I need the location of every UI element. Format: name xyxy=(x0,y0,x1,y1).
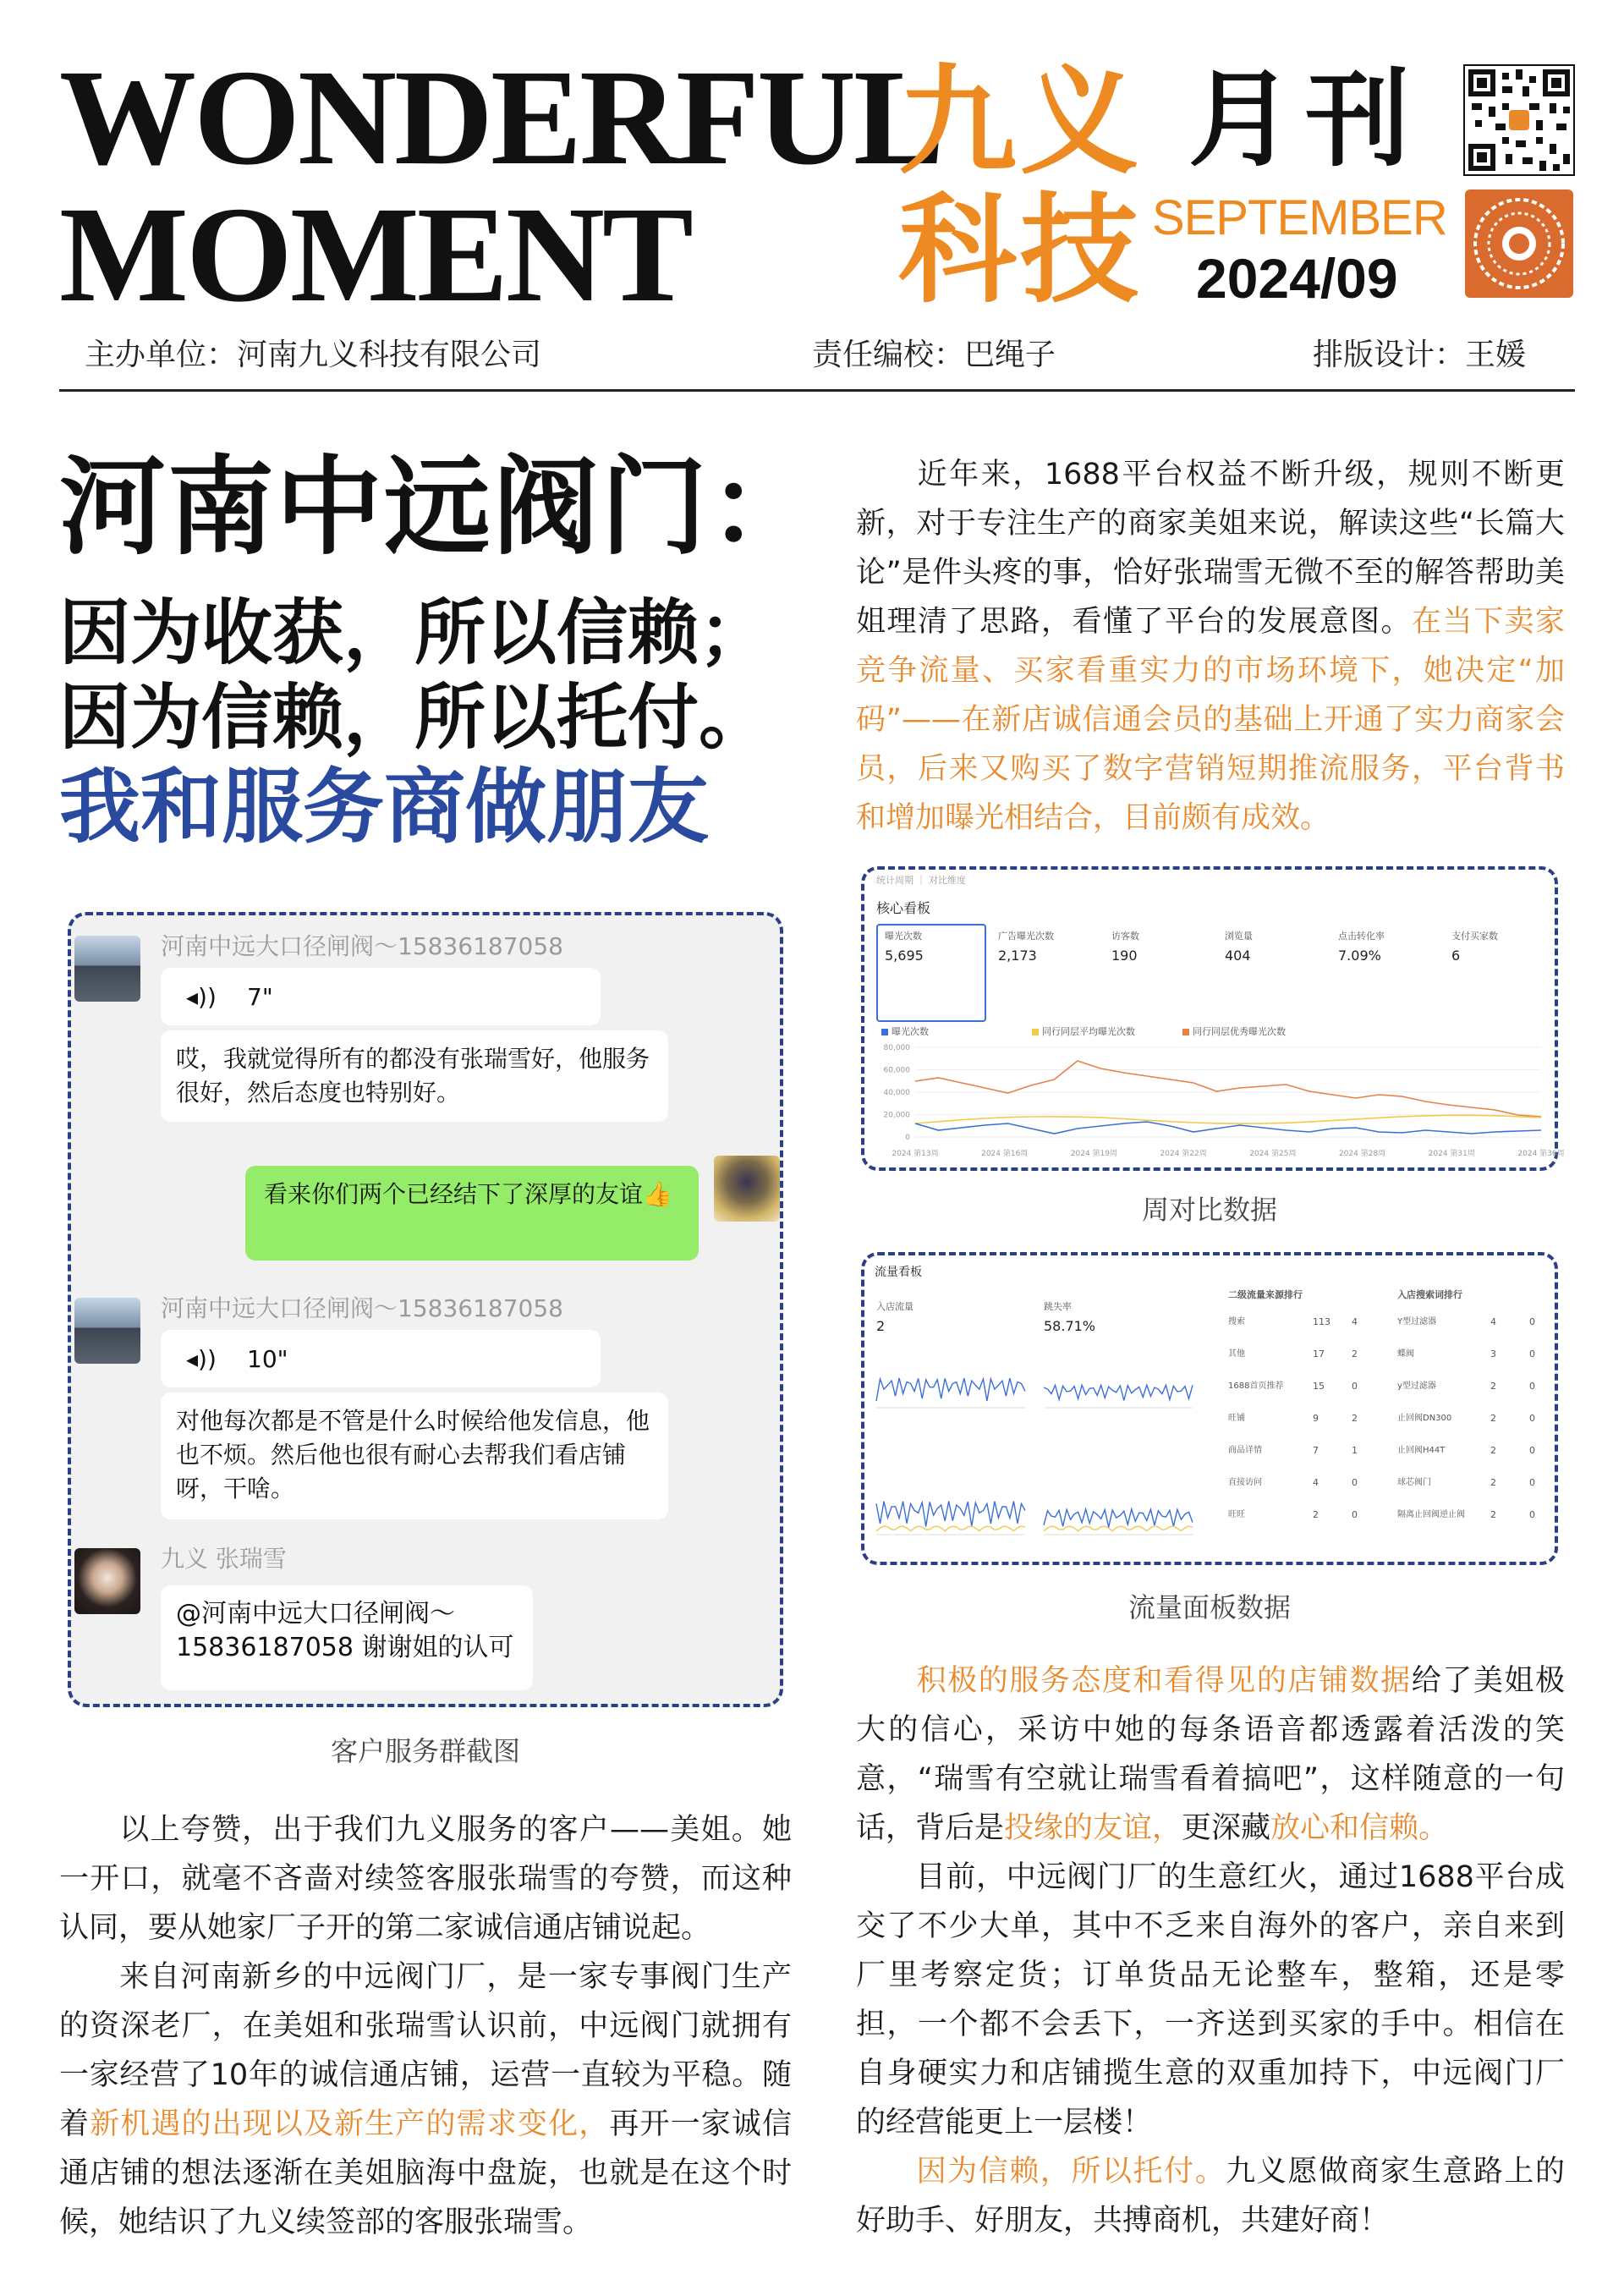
right-article-intro xyxy=(856,450,1565,843)
table-cell: 隔离止回阀逆止阀 xyxy=(1397,1510,1465,1519)
sender-name: 河南中远大口径闸阀～15836187058 xyxy=(161,1294,563,1322)
table-cell: 止回阀DN300 xyxy=(1397,1414,1452,1423)
table-cell: 旺旺 xyxy=(1228,1510,1245,1519)
paragraph-text: 近年来，1688平台权益不断升级，规则不断更新，对于专注生产的商家美姐来说，解读这些“长篇大论”是件头疼的事，恰好张瑞雪无微不至的解答帮助美姐理清了思路，看懂了平台的发展意图。 xyxy=(856,458,1565,639)
sender-name: 九义 张瑞雪 xyxy=(161,1545,287,1573)
periodical-label: 月刊 xyxy=(1188,59,1423,181)
table-cell: 商品详情 xyxy=(1228,1446,1262,1455)
paragraph-text: 来自河南新乡的中远阀门厂，是一家专事阀门生产的资深老厂，在美姐和张瑞雪认识前，中远阀门就拥有一家经营了10年的诚信通店铺，运营一直较为平稳。随着 xyxy=(59,1960,792,2141)
weekly-comparison-panel xyxy=(861,866,1565,1171)
table-title: 入店搜索词排行 xyxy=(1397,1289,1462,1300)
table-cell: 2 xyxy=(1352,1413,1358,1424)
left-article xyxy=(59,1805,792,2247)
table-cell: y型过滤器 xyxy=(1397,1381,1436,1391)
traffic-mini-charts xyxy=(864,1255,1555,1562)
message-bubble xyxy=(161,1585,533,1690)
kpi-label: 支付买家数 xyxy=(1451,931,1498,942)
x-tick-label: 2024 第16周 xyxy=(981,1150,1029,1158)
y-tick-label: 80,000 xyxy=(883,1044,910,1052)
x-tick-label: 2024 第25周 xyxy=(1249,1150,1297,1158)
table-cell: 0 xyxy=(1529,1381,1535,1392)
table-cell: 2 xyxy=(1490,1509,1496,1520)
brand-jiuyi: 九义 xyxy=(898,53,1143,191)
paragraph xyxy=(856,1853,1565,2147)
headline-title: 河南中远阀门： xyxy=(59,445,817,569)
table-cell: 2 xyxy=(1490,1477,1496,1488)
table-title: 二级流量来源排行 xyxy=(1228,1289,1303,1300)
table-cell: 0 xyxy=(1529,1509,1535,1520)
voice-bubble[interactable] xyxy=(161,1330,601,1387)
table-cell: 9 xyxy=(1313,1413,1319,1424)
legend-label: 同行同层平均曝光次数 xyxy=(1042,1026,1135,1037)
table-cell: 2 xyxy=(1490,1445,1496,1456)
avatar xyxy=(714,1156,780,1222)
panel-title: 流量看板 xyxy=(875,1266,922,1279)
paragraph-text: 更深藏 xyxy=(1182,1811,1271,1845)
weekly-line-chart xyxy=(864,870,1565,1167)
mini-program-code-icon xyxy=(1465,190,1573,298)
table-cell: 113 xyxy=(1313,1316,1330,1327)
highlight-text: 因为信赖，所以托付。 xyxy=(915,2155,1226,2189)
table-cell: 搜索 xyxy=(1228,1317,1245,1327)
paragraph-text: 再开一家诚信通店铺的想法逐渐在美姐脑海中盘旋，也就是在这个时候，她结识了九义续签部的客服张瑞雪。 xyxy=(59,2107,792,2239)
avatar xyxy=(74,936,140,1002)
message-line: @河南中远大口径闸阀～ xyxy=(176,1599,455,1629)
credit-host: 主办单位：河南九义科技有限公司 xyxy=(85,338,542,372)
highlight-text: 积极的服务态度和看得见的店铺数据 xyxy=(915,1664,1412,1698)
kpi-label: 点击转化率 xyxy=(1338,931,1385,942)
table-cell: 其他 xyxy=(1228,1349,1245,1359)
table-cell: 15 xyxy=(1313,1381,1325,1392)
kpi-label: 曝光次数 xyxy=(885,931,922,942)
masthead-moment: MOMENT xyxy=(59,179,691,331)
table-cell: 0 xyxy=(1352,1509,1358,1520)
table-cell: 0 xyxy=(1529,1348,1535,1359)
y-tick-label: 60,000 xyxy=(883,1066,910,1075)
voice-duration: 7" xyxy=(247,983,273,1011)
credit-design: 排版设计：王媛 xyxy=(1313,338,1527,372)
x-tick-label: 2024 第36周 xyxy=(1517,1150,1565,1158)
table-cell: 0 xyxy=(1352,1381,1358,1392)
kpi-value: 190 xyxy=(1111,948,1138,964)
kpi-label: 浏览量 xyxy=(1225,931,1253,942)
paragraph xyxy=(856,2147,1565,2245)
legend-label: 同行同层优秀曝光次数 xyxy=(1193,1026,1286,1037)
mini-series-line xyxy=(1044,1385,1193,1400)
table-cell: 4 xyxy=(1313,1477,1319,1488)
table-cell: 17 xyxy=(1313,1348,1325,1359)
table-cell: Y型过滤器 xyxy=(1397,1317,1437,1327)
kpi-label: 跳失率 xyxy=(1044,1301,1072,1312)
panel-title: 核心看板 xyxy=(876,900,931,916)
panel-toolbar: 统计周期 ｜ 对比维度 xyxy=(876,875,966,886)
table-cell: 2 xyxy=(1490,1381,1496,1392)
avatar xyxy=(74,1298,140,1364)
qr-code-icon xyxy=(1463,64,1575,176)
paragraph xyxy=(856,450,1565,843)
y-tick-label: 0 xyxy=(905,1134,910,1142)
paragraph-text: 目前，中远阀门厂的生意红火，通过1688平台成交了不少大单，其中不乏来自海外的客户，亲自来到厂里考察定货；订单货品无论整车，整箱，还是零担，一个都不会丢下，一齐送到买家的手中。相信在自身硬实力和店铺揽生意的双重加持下，中远阀门厂的经营能更上一层楼！ xyxy=(856,1860,1565,2139)
message-bubble: 对他每次都是不管是什么时候给他发信息，他也不烦。然后他也很有耐心去帮我们看店铺呀，干啥。 xyxy=(161,1392,668,1519)
chat-caption: 客户服务群截图 xyxy=(330,1735,520,1767)
sender-name: 河南中远大口径闸阀～15836187058 xyxy=(161,932,563,960)
x-tick-label: 2024 第31周 xyxy=(1428,1150,1475,1158)
highlight-text: 投缘的友谊， xyxy=(1004,1811,1182,1845)
table-cell: 7 xyxy=(1313,1445,1319,1456)
kpi-value: 58.71% xyxy=(1044,1318,1096,1334)
series-line xyxy=(915,1061,1541,1117)
kpi-value: 5,695 xyxy=(885,948,924,964)
table-cell: 0 xyxy=(1529,1477,1535,1488)
table-cell: 旺铺 xyxy=(1228,1414,1245,1423)
legend-label: 曝光次数 xyxy=(892,1026,929,1037)
x-tick-label: 2024 第28周 xyxy=(1338,1150,1386,1158)
mini-series-line xyxy=(876,1378,1025,1401)
paragraph xyxy=(856,1656,1565,1853)
chat-screenshot xyxy=(68,912,783,1707)
right-article-body xyxy=(856,1656,1565,2245)
paragraph xyxy=(59,1953,792,2247)
masthead-wonderful: WONDERFUL xyxy=(59,42,943,194)
table-cell: 止回阀H44T xyxy=(1397,1446,1446,1455)
caption-weekly: 周对比数据 xyxy=(1141,1194,1277,1226)
highlight-text: 放心和信赖。 xyxy=(1270,1811,1449,1845)
table-cell: 1 xyxy=(1352,1445,1358,1456)
table-cell: 0 xyxy=(1529,1445,1535,1456)
table-cell: 0 xyxy=(1352,1477,1358,1488)
y-tick-label: 20,000 xyxy=(883,1111,910,1120)
message-bubble: 哎，我就觉得所有的都没有张瑞雪好，他服务很好，然后态度也特别好。 xyxy=(161,1030,668,1122)
x-tick-label: 2024 第13周 xyxy=(892,1150,939,1158)
caption-traffic: 流量面板数据 xyxy=(1127,1591,1291,1623)
kpi-value: 6 xyxy=(1451,948,1461,964)
table-cell: 2 xyxy=(1352,1348,1358,1359)
mini-series-line xyxy=(876,1502,1025,1527)
paragraph-text: 给了美姐极大的信心，采访中她的每条语音都透露着活泼的笑意，“瑞雪有空就让瑞雪看着搞吧”，这样随意的一句话，背后是 xyxy=(856,1664,1565,1845)
avatar xyxy=(74,1548,140,1614)
masthead-divider xyxy=(59,389,1575,392)
voice-wave-icon: ◂)) xyxy=(186,983,217,1011)
table-cell: 4 xyxy=(1352,1316,1358,1327)
table-cell: 3 xyxy=(1490,1348,1496,1359)
issue-number: 2024/09 xyxy=(1196,247,1398,310)
message-bubble: 看来你们两个已经结下了深厚的友谊👍 xyxy=(245,1166,699,1261)
table-cell: 2 xyxy=(1490,1413,1496,1424)
table-cell: 1688首页推荐 xyxy=(1228,1381,1284,1391)
issue-month: SEPTEMBER xyxy=(1152,190,1447,245)
table-cell: 直接访问 xyxy=(1228,1478,1262,1487)
y-tick-label: 40,000 xyxy=(883,1089,910,1097)
paragraph-text: 以上夸赞，出于我们九义服务的客户——美姐。她一开口，就毫不吝啬对续签客服张瑞雪的夸赞，而这种认同，要从她家厂子开的第二家诚信通店铺说起。 xyxy=(59,1813,792,1945)
table-cell: 0 xyxy=(1529,1413,1535,1424)
series-line xyxy=(915,1115,1541,1123)
kpi-label: 入店流量 xyxy=(876,1301,914,1312)
paragraph xyxy=(59,1805,792,1953)
brand-keji: 科技 xyxy=(898,182,1143,320)
kpi-value: 404 xyxy=(1225,948,1251,964)
traffic-panel xyxy=(861,1252,1558,1565)
mini-series-line xyxy=(1044,1526,1193,1531)
kpi-label: 广告曝光次数 xyxy=(998,931,1054,942)
x-tick-label: 2024 第19周 xyxy=(1070,1150,1118,1158)
kpi-value: 2,173 xyxy=(998,948,1037,964)
mini-series-line xyxy=(1044,1509,1193,1527)
kpi-value: 7.09% xyxy=(1338,948,1381,964)
credit-editor: 责任编校：巴绳子 xyxy=(812,338,1056,372)
headline-sub3: 我和服务商做朋友 xyxy=(59,760,709,854)
kpi-value: 2 xyxy=(876,1318,886,1334)
voice-duration: 10" xyxy=(247,1345,288,1373)
kpi-label: 访客数 xyxy=(1111,931,1139,942)
voice-bubble[interactable] xyxy=(161,968,601,1025)
table-cell: 0 xyxy=(1529,1316,1535,1327)
table-cell: 球芯阀门 xyxy=(1397,1478,1431,1487)
highlight-text: 在当下卖家竞争流量、买家看重实力的市场环境下，她决定“加码”——在新店诚信通会员的基础上开通了实力商家会员，后来又购买了数字营销短期推流服务，平台背书和增加曝光相结合，目前颇有成效。 xyxy=(856,605,1565,835)
x-tick-label: 2024 第22周 xyxy=(1160,1150,1207,1158)
mini-series-line xyxy=(876,1526,1025,1531)
table-cell: 4 xyxy=(1490,1316,1496,1327)
headline-sub2: 因为信赖，所以托付。 xyxy=(59,676,771,759)
table-cell: 2 xyxy=(1313,1509,1319,1520)
table-cell: 蝶阀 xyxy=(1397,1349,1414,1359)
paragraph-text: 九义愿做商家生意路上的好助手、好朋友，共搏商机，共建好商！ xyxy=(856,2155,1565,2238)
message-line: 15836187058 谢谢姐的认可 xyxy=(176,1633,514,1662)
voice-wave-icon: ◂)) xyxy=(186,1345,217,1373)
headline-sub1: 因为收获，所以信赖； xyxy=(59,591,771,674)
highlight-text: 新机遇的出现以及新生产的需求变化， xyxy=(90,2107,610,2141)
